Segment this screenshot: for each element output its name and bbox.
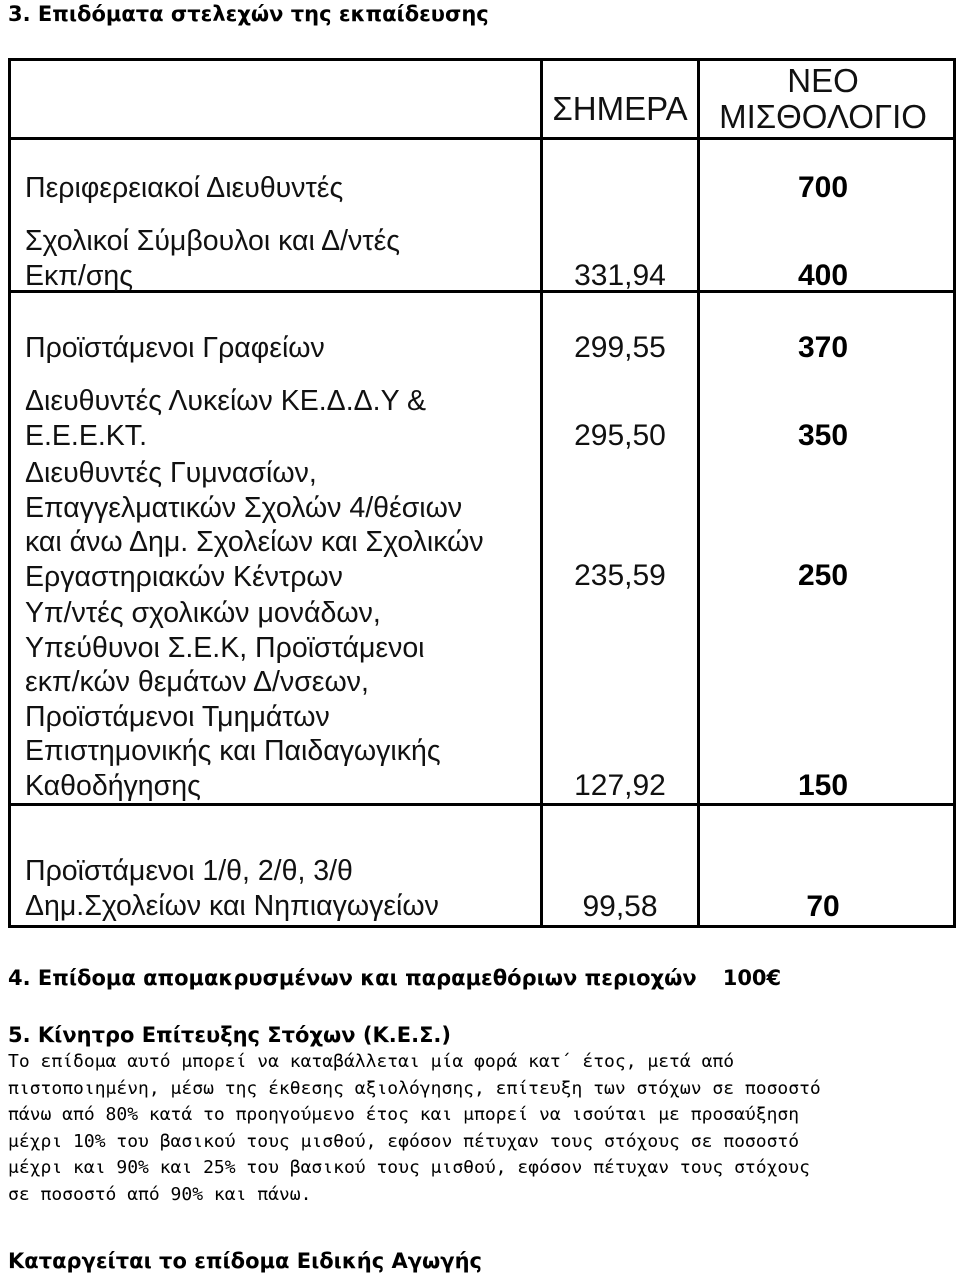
header-divider — [11, 137, 953, 140]
section-4-title — [8, 966, 781, 990]
row-new-value: 400 — [797, 259, 849, 292]
row-label: Διευθυντές Γυμνασίων, Επαγγελματικών Σχολών 4/θέσιων και άνω Δημ. Σχολείων και Σχολικών Εργαστηριακών Κέντρων — [25, 457, 484, 593]
row-label: Προϊστάμενοι 1/θ, 2/θ, 3/θ Δημ.Σχολείων και Νηπιαγωγείων — [25, 855, 439, 922]
row-new-value: 700 — [797, 171, 849, 204]
section-3-title: 3. Επιδόματα στελεχών της εκπαίδευσης — [8, 2, 489, 26]
row-new-value: 250 — [797, 559, 849, 592]
row-new-value: 150 — [797, 769, 849, 802]
section-4-label: 4. Επίδομα απομακρυσμένων και παραμεθόριων περιοχών — [8, 966, 697, 990]
row-today-value: 127,92 — [574, 769, 666, 802]
section-5-title: 5. Κίνητρο Επίτευξης Στόχων (Κ.Ε.Σ.) — [8, 1023, 451, 1047]
row-today-value: 99,58 — [582, 890, 658, 923]
row-label: Υπ/ντές σχολικών μονάδων, Υπεύθυνοι Σ.Ε.Κ, Προϊστάμενοι εκπ/κών θεμάτων Δ/νσεων, Προϊστάμενοι Τμημάτων Επιστημονικής και Παιδαγωγικής Καθοδήγησης — [25, 597, 441, 802]
row-today-value: 295,50 — [574, 419, 666, 452]
section-5-body: Το επίδομα αυτό μπορεί να καταβάλλεται μία φορά κατ΄ έτος, μετά από πιστοποιημένη, μέσω της έκθεσης αξιολόγησης, επίτευξη των στόχων σε ποσοστό πάνω από 80% κατά το προηγούμενο έτος και μπορεί να ισούται με προσαύξηση μέχρι 10% του βασικού τους μισθού, εφόσον πέτυχαν τους στόχους σε ποσοστό μέχρι και 90% και 25% του βασικού τους μισθού, εφόσον πέτυχαν τους στόχους σε ποσοστό από 90% και πάνω. — [8, 1051, 821, 1205]
row-label: Περιφερειακοί Διευθυντές — [25, 172, 344, 204]
special-education-note: Καταργείται το επίδομα Ειδικής Αγωγής — [8, 1249, 483, 1273]
row-new-value: 70 — [806, 890, 840, 923]
section-4-amount: 100€ — [722, 966, 782, 990]
column-header-today: ΣΗΜΕΡΑ — [552, 90, 688, 127]
row-today-value: 299,55 — [574, 331, 666, 364]
allowances-table — [8, 58, 956, 928]
row-label: Διευθυντές Λυκείων ΚΕ.Δ.Δ.Υ & Ε.Ε.Ε.ΚΤ. — [25, 385, 426, 452]
row-new-value: 350 — [797, 419, 849, 452]
row-today-value: 235,59 — [574, 559, 666, 592]
row-label: Προϊστάμενοι Γραφείων — [25, 332, 325, 364]
row-new-value: 370 — [797, 331, 849, 364]
row-today-value: 331,94 — [574, 259, 666, 292]
row-divider — [11, 803, 953, 806]
column-header-new-payroll: ΝΕΟ ΜΙΣΘΟΛΟΓΙΟ — [719, 62, 927, 135]
row-label: Σχολικοί Σύμβουλοι και Δ/ντές Εκπ/σης — [25, 225, 401, 292]
